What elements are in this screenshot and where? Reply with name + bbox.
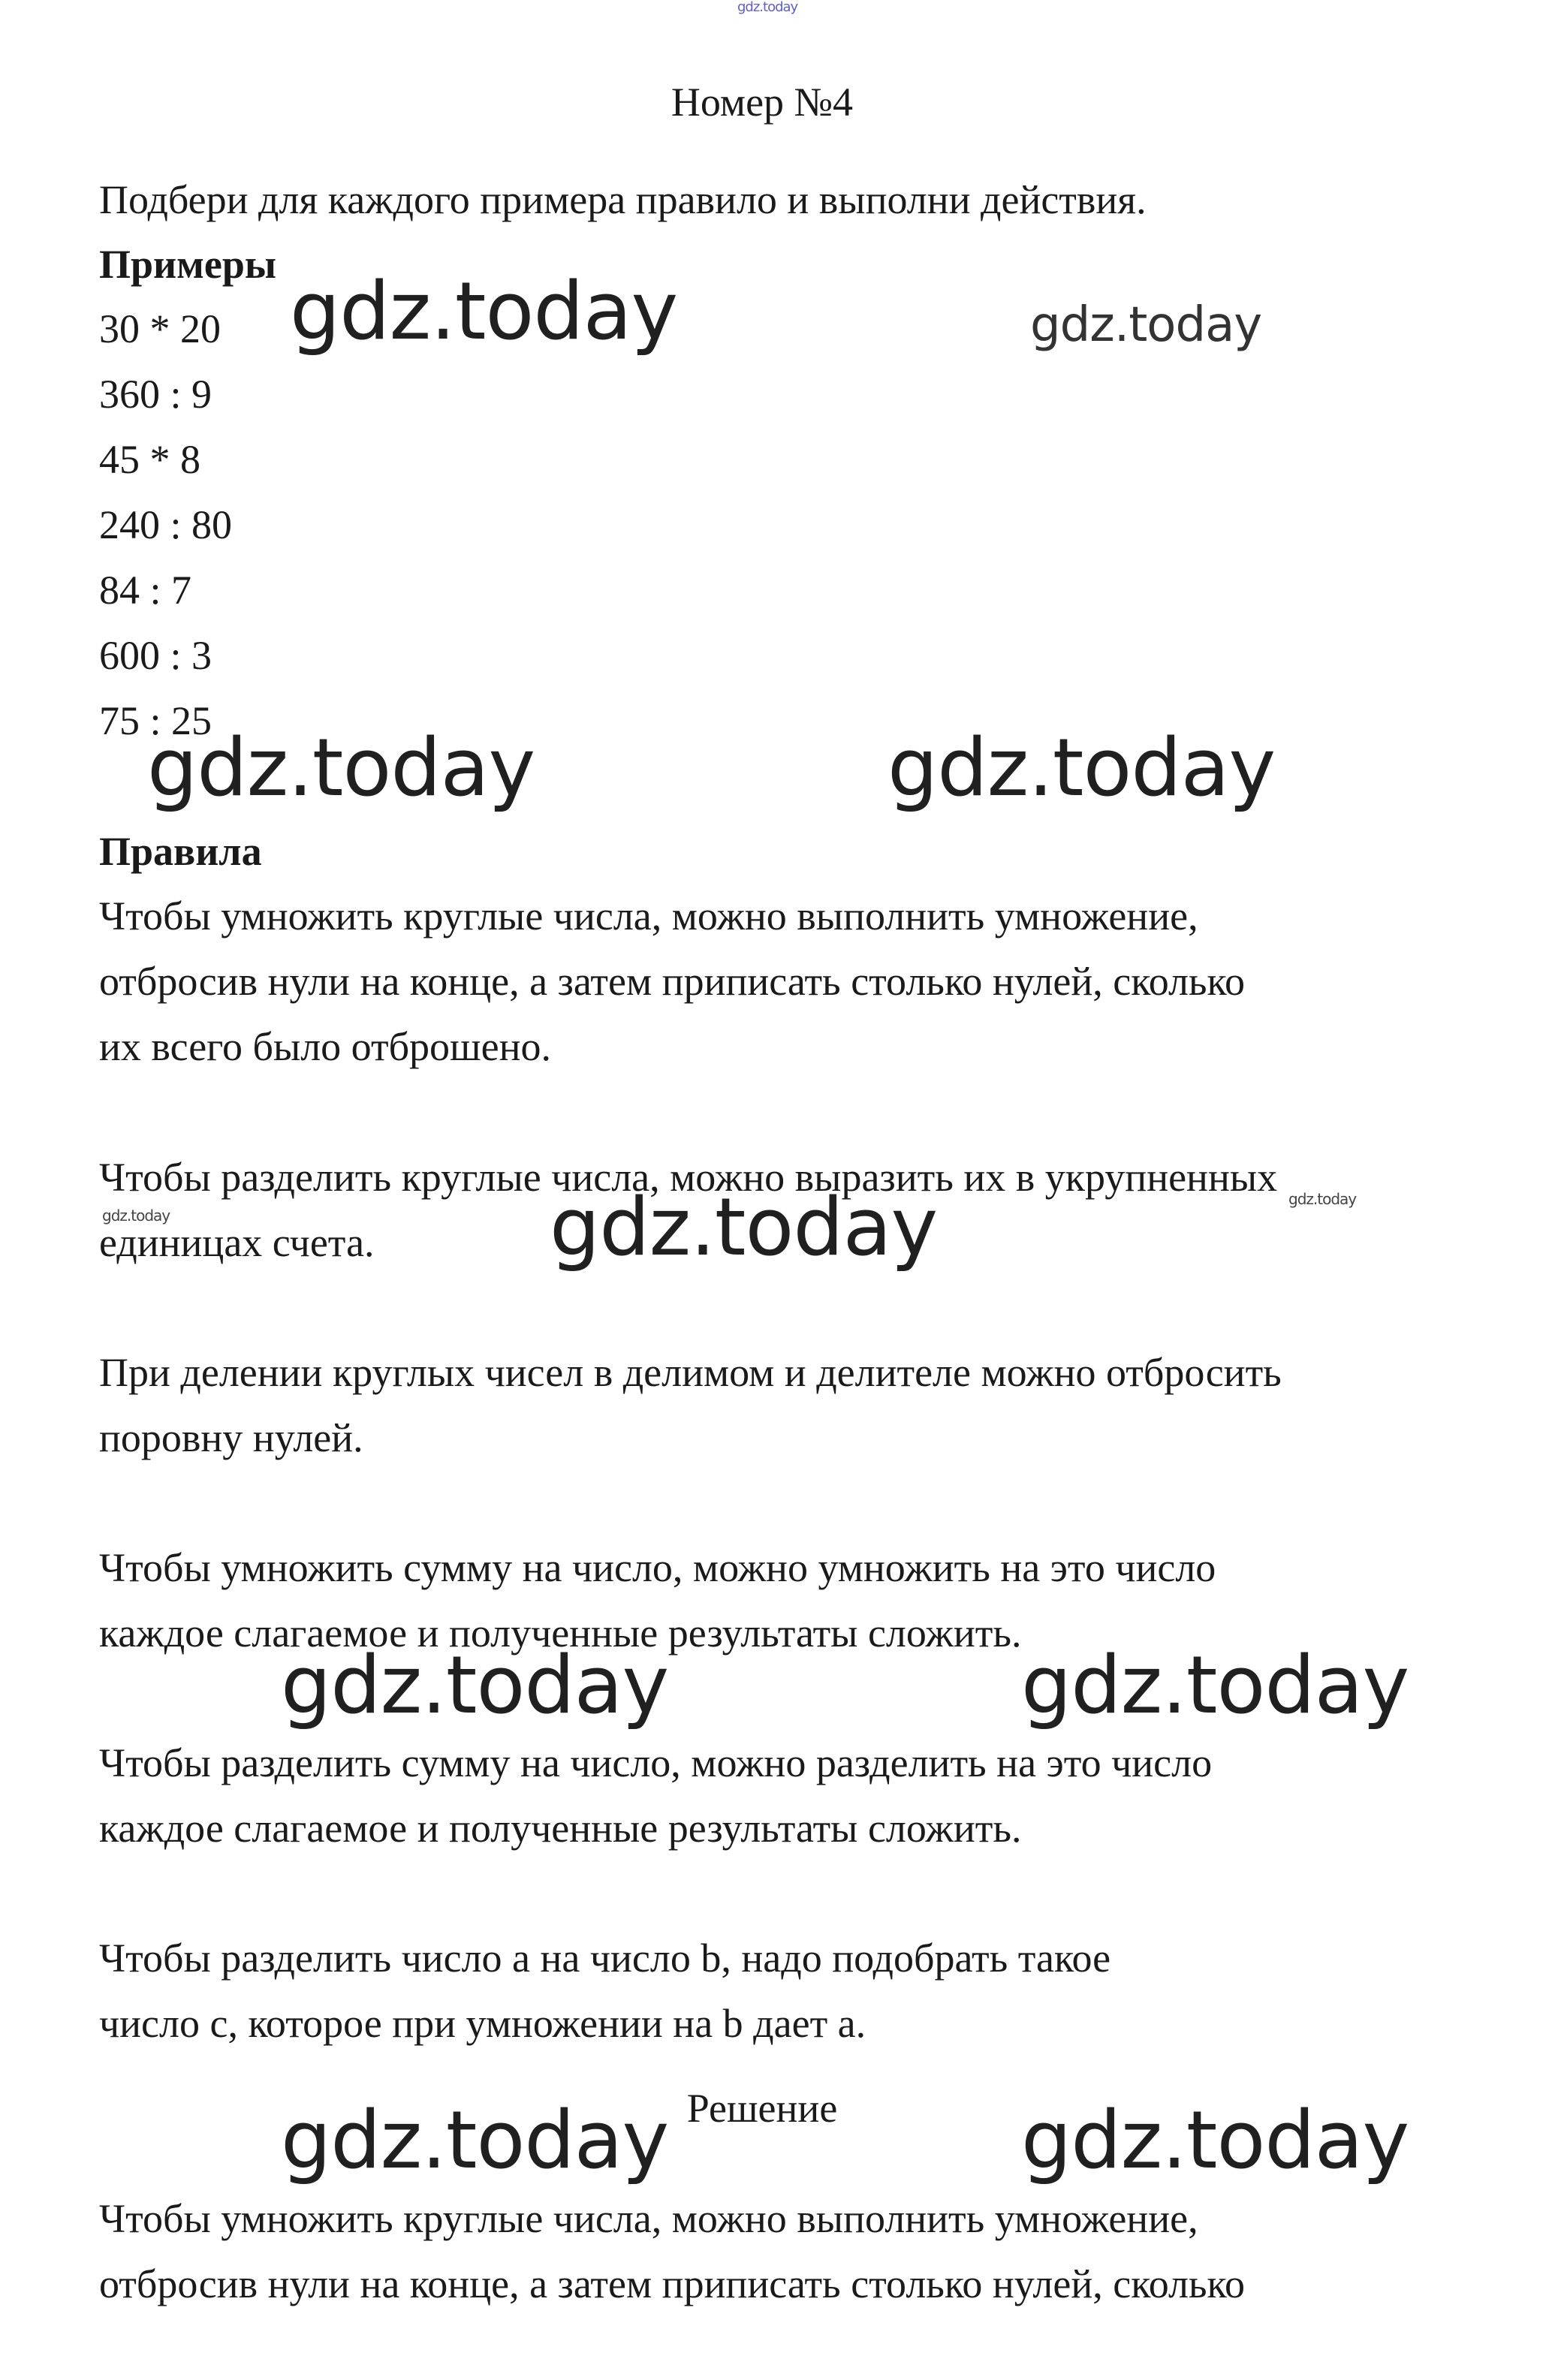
example-item: 30 * 20 [99, 306, 221, 351]
rule-line: Чтобы умножить круглые числа, можно выполнить умножение, [99, 893, 1198, 938]
watermark: gdz.today [102, 1207, 170, 1225]
watermark: gdz.today [1288, 1190, 1357, 1208]
watermark: gdz.today [1021, 1639, 1409, 1731]
rule-line: каждое слагаемое и полученные результаты сложить. [99, 1610, 1022, 1655]
task-instruction: Подбери для каждого примера правило и выполни действия. [99, 177, 1147, 222]
watermark: gdz.today [888, 722, 1276, 814]
rule-line: При делении круглых чисел в делимом и делителе можно отбросить [99, 1350, 1282, 1395]
watermark: gdz.today [281, 2094, 669, 2186]
solution-line: Чтобы умножить круглые числа, можно выполнить умножение, [99, 2196, 1198, 2241]
site-mark: gdz.today [737, 0, 798, 15]
watermark: gdz.today [281, 1639, 669, 1731]
watermark: gdz.today [550, 1181, 938, 1273]
example-item: 75 : 25 [99, 698, 212, 743]
rule-line: Чтобы умножить сумму на число, можно умножить на это число [99, 1545, 1216, 1590]
rule-line: их всего было отброшено. [99, 1024, 551, 1069]
example-item: 240 : 80 [99, 502, 233, 547]
watermark: gdz.today [1030, 297, 1262, 353]
example-item: 600 : 3 [99, 633, 212, 678]
rule-line: Чтобы разделить число а на число b, надо подобрать такое [99, 1936, 1111, 1981]
example-item: 84 : 7 [99, 568, 192, 613]
examples-heading: Примеры [99, 242, 277, 287]
rule-line: Чтобы разделить сумму на число, можно разделить на это число [99, 1740, 1213, 1785]
rule-line: Чтобы разделить круглые числа, можно выразить их в укрупненных [99, 1155, 1278, 1200]
solution-line: отбросив нули на конце, а затем приписать столько нулей, сколько [99, 2261, 1246, 2306]
page-title: Номер №4 [671, 80, 854, 125]
rule-line: единицах счета. [99, 1220, 375, 1265]
example-item: 360 : 9 [99, 372, 212, 417]
example-item: 45 * 8 [99, 437, 200, 482]
rule-line: отбросив нули на конце, а затем приписать столько нулей, сколько [99, 959, 1246, 1004]
watermark: gdz.today [1021, 2094, 1409, 2186]
solution-heading: Решение [686, 2086, 838, 2131]
watermark: gdz.today [290, 265, 678, 357]
rule-line: поровну нулей. [99, 1415, 363, 1460]
rule-line: число с, которое при умножении на b дает а. [99, 2001, 866, 2046]
rules-heading: Правила [99, 829, 262, 874]
watermark: gdz.today [147, 722, 535, 814]
rule-line: каждое слагаемое и полученные результаты сложить. [99, 1806, 1022, 1851]
